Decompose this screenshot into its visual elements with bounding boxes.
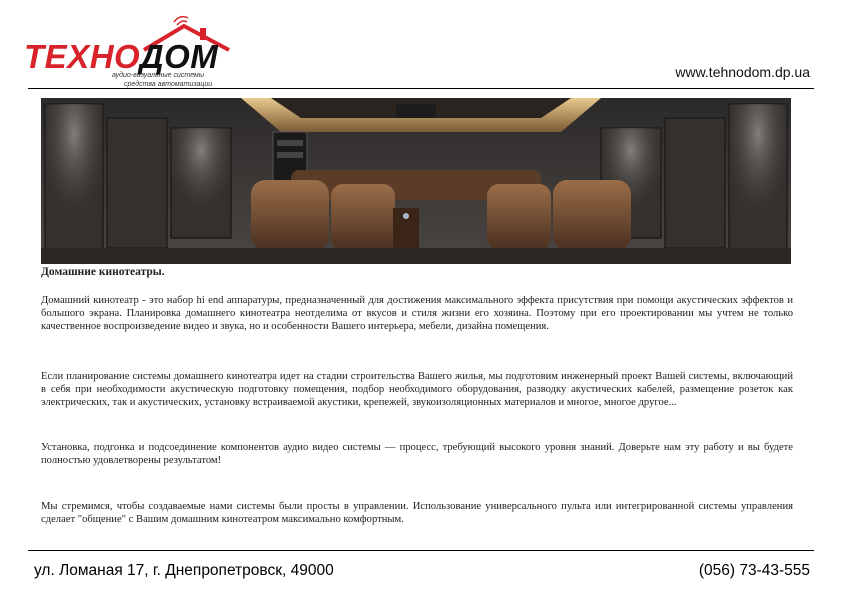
footer-divider <box>28 550 814 551</box>
home-theater-photo <box>41 98 791 264</box>
logo-wordmark: ТЕХНОДОМ <box>24 38 219 75</box>
logo-tagline-1: аудио-визуальные системы <box>112 72 204 79</box>
page-title: Домашние кинотеатры. <box>41 266 165 278</box>
site-url[interactable]: www.tehnodom.dp.ua <box>675 64 810 80</box>
footer-address: ул. Ломаная 17, г. Днепропетровск, 49000 <box>34 562 334 579</box>
paragraph-installation: Установка, подгонка и подсоединение компонентов аудио видео системы — процесс, требующий высокого уровня знаний. Доверьте нам эту работу и вы будете полностью удовлетворены результатом! <box>41 442 793 466</box>
paragraph-planning: Если планирование системы домашнего кинотеатра идет на стадии строительства Вашего жилья, мы подготовим инженерный проект Вашей системы, включающий в себя при необходимости акустическую подготовку помещения, подбор необходимого оборудования, разводку акустических кабелей, размещение розеток как электрических, так и акустических, установку встраиваемой акустики, крепежей, звукоизоляционных материалов и многое, многое другое... <box>41 371 793 408</box>
footer-phone: (056) 73-43-555 <box>698 562 810 579</box>
company-logo <box>24 12 239 90</box>
logo-tagline-2: средства автоматизации <box>124 81 213 88</box>
paragraph-control: Мы стремимся, чтобы создаваемые нами системы были просты в управлении. Использование универсального пульта или интегрированной системы управления сделает "общение" с Вашим домашним кинотеатром максимально комфортным. <box>41 501 793 525</box>
paragraph-intro: Домашний кинотеатр - это набор hi end аппаратуры, предназначенный для достижения максимального эффекта присутствия при помощи акустических эффектов и большого экрана. Планировка домашнего кинотеатра неотделима от вкусов и стиля жизни его хозяина. Поэтому при его проектировании мы учтем не только качественное воспроизведение видео и звука, но и особенности Вашего интерьера, мебели, дизайна помещения. <box>41 295 793 332</box>
header-divider <box>28 88 814 89</box>
